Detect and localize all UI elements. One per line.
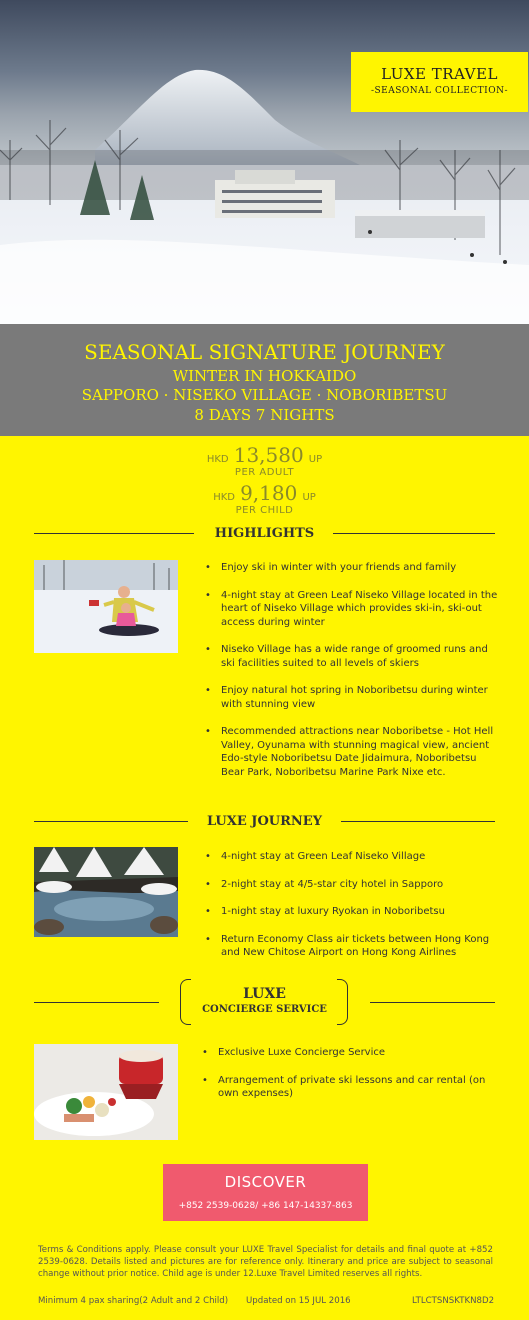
price-adult-currency: HKD xyxy=(206,454,229,465)
contact-phones: +852 2539-0628/ +86 147-14337-863 xyxy=(178,1201,353,1211)
divider-right xyxy=(370,1002,495,1003)
price-adult-amount: 13,580 xyxy=(233,443,304,467)
price-adult-suffix: UP xyxy=(308,454,323,465)
journey-title-band xyxy=(0,324,529,436)
brand-title: LUXE TRAVEL xyxy=(381,65,498,83)
concierge-heading: LUXE xyxy=(243,986,286,1002)
price-adult xyxy=(0,443,529,467)
ski-family-photo xyxy=(34,560,178,653)
discover-button[interactable] xyxy=(163,1164,368,1221)
price-child-suffix: UP xyxy=(302,492,316,503)
brand-subtitle: -SEASONAL COLLECTION- xyxy=(370,86,509,96)
concierge-subheading: CONCIERGE SERVICE xyxy=(202,1004,327,1015)
hot-spring-photo xyxy=(34,847,178,937)
brand-box xyxy=(351,52,528,112)
list-item: • Arrangement of private ski lessons and car rental (on own expenses) xyxy=(202,1074,500,1101)
highlights-list xyxy=(205,561,500,779)
highlights-heading: HIGHLIGHTS xyxy=(214,526,315,541)
hero-snow-scene xyxy=(0,0,529,324)
kaiseki-dish-photo xyxy=(34,1044,178,1140)
journey-title: SEASONAL SIGNATURE JOURNEY xyxy=(84,340,445,364)
price-child xyxy=(0,481,529,505)
price-child-amount: 9,180 xyxy=(240,481,298,505)
list-item: • Enjoy ski in winter with your friends and family xyxy=(205,561,500,575)
list-item: • Enjoy natural hot spring in Noboribetsu during winter with stunning view xyxy=(205,684,500,711)
list-item: • 2-night stay at 4/5-star city hotel in Sapporo xyxy=(205,878,500,892)
list-item: • 4-night stay at Green Leaf Niseko Village xyxy=(205,850,500,864)
list-item: • Niseko Village has a wide range of groomed runs and ski facilities suited to all levels of skiers xyxy=(205,643,500,670)
journey-subtitle: WINTER IN HOKKAIDO xyxy=(172,367,357,385)
list-item: • Exclusive Luxe Concierge Service xyxy=(202,1046,500,1060)
journey-heading: LUXE JOURNEY xyxy=(207,814,322,829)
list-item: • 1-night stay at luxury Ryokan in Noboribetsu xyxy=(205,905,500,919)
concierge-list xyxy=(202,1046,500,1101)
list-item: • Return Economy Class air tickets between Hong Kong and New Chitose Airport on Hong Kong Airlines xyxy=(205,933,500,960)
updated-date: Updated on 15 JUL 2016 xyxy=(246,1296,351,1306)
divider-left xyxy=(34,1002,159,1003)
journey-list xyxy=(205,850,500,960)
price-adult-label: PER ADULT xyxy=(234,467,295,478)
terms-text: Terms & Conditions apply. Please consult your LUXE Travel Specialist for details and final quote at +852 2539-0628. Details listed and pictures are for reference only. Itinerary and price are subject to seasonal change without prior notice. Child age is under 12.Luxe Travel Limited reserves all rights. xyxy=(38,1245,493,1279)
minimum-pax: Minimum 4 pax sharing(2 Adult and 2 Child) xyxy=(38,1296,229,1306)
journey-route: SAPPORO · NISEKO VILLAGE · NOBORIBETSU xyxy=(81,386,448,404)
journey-duration: 8 DAYS 7 NIGHTS xyxy=(194,406,335,424)
price-child-currency: HKD xyxy=(213,492,235,503)
price-child-label: PER CHILD xyxy=(235,505,294,516)
list-item: • Recommended attractions near Noboribetse - Hot Hell Valley, Oyunama with stunning magical view, ancient Edo-style Noboribetsu Date Jidaimura, Noboribetsu Bear Park, Noboribetsu Marine Park Nixe etc. xyxy=(205,725,500,779)
list-item: • 4-night stay at Green Leaf Niseko Village located in the heart of Niseko Village which provides ski-in, ski-out access during winter xyxy=(205,589,500,630)
hero-image xyxy=(0,0,529,324)
product-code: LTLCTSNSKTKN8D2 xyxy=(412,1296,495,1306)
discover-label: DISCOVER xyxy=(224,1173,307,1191)
